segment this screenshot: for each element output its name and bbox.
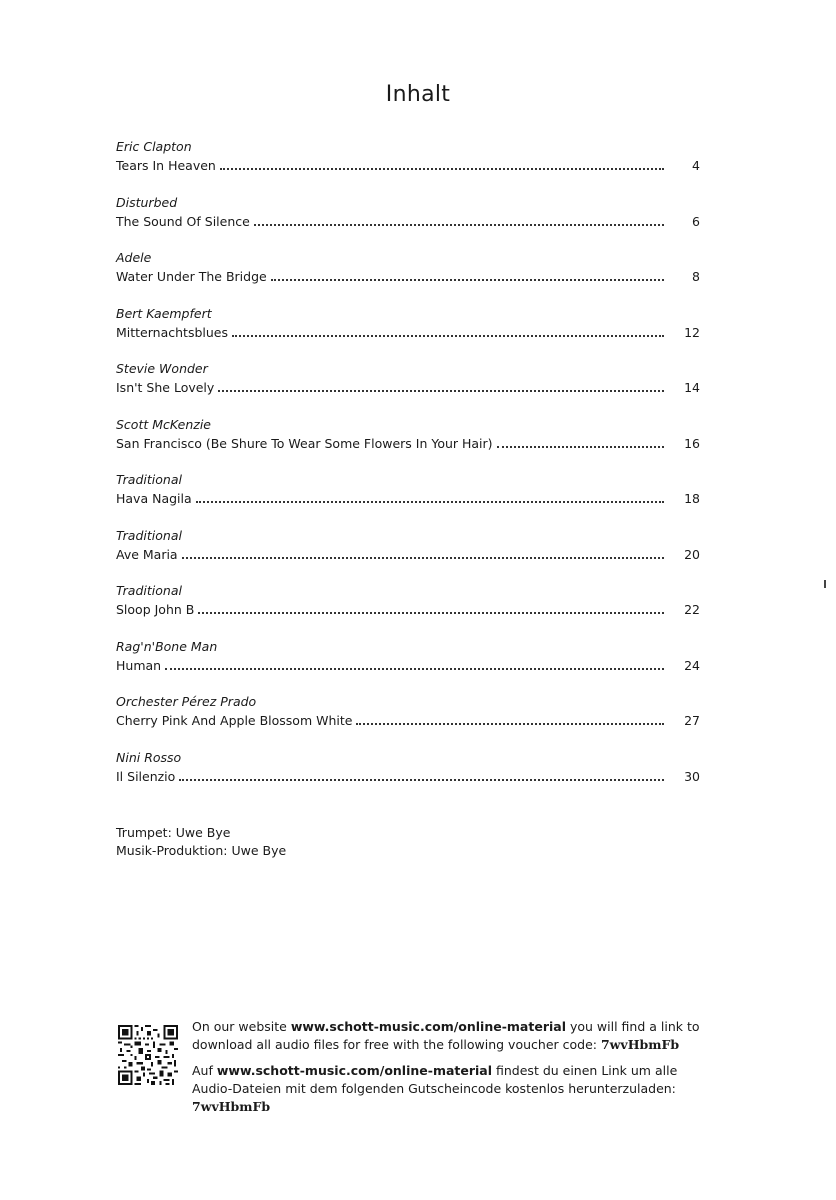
toc-page-number: 14 [684, 380, 700, 395]
toc-entry [116, 195, 706, 251]
toc-line [116, 379, 664, 396]
toc-line [116, 657, 664, 674]
dot-leader [196, 484, 664, 503]
toc-artist: Bert Kaempfert [116, 305, 212, 321]
voucher-code: 7wvHbmFb [192, 1099, 271, 1114]
toc-artist: Adele [116, 250, 152, 265]
toc-page-number: 4 [692, 158, 700, 173]
credit-trumpet: Trumpet: Uwe Bye [116, 825, 231, 840]
toc-line [116, 213, 664, 230]
toc-artist: Orchester Pérez Prado [116, 694, 257, 709]
toc-page-number: 12 [684, 324, 700, 340]
notice-text: On our website [192, 1019, 291, 1034]
toc-entry [116, 639, 706, 695]
qr-code-icon[interactable] [118, 1025, 178, 1085]
toc-entry [116, 583, 706, 639]
credit-production: Musik-Produktion: Uwe Bye [116, 843, 287, 858]
dot-leader [497, 429, 664, 448]
edge-mark [824, 580, 826, 588]
dot-leader [254, 207, 664, 226]
toc-artist: Nini Rosso [116, 749, 182, 765]
dot-leader [271, 262, 664, 281]
toc-page-number: 6 [692, 213, 700, 229]
toc-song: Cherry Pink And Apple Blossom White [116, 713, 353, 728]
dot-leader [182, 540, 664, 559]
toc-artist: Traditional [116, 583, 182, 598]
toc-artist: Traditional [116, 472, 182, 487]
toc-line [116, 712, 664, 729]
voucher-code: 7wvHbmFb [600, 1037, 680, 1052]
website-link[interactable]: www.schott-music.com/online-material [216, 1063, 493, 1078]
toc-line [116, 324, 664, 341]
toc-line [116, 546, 664, 563]
online-material-notice [192, 1018, 712, 1124]
toc-song: The Sound Of Silence [116, 213, 250, 229]
toc-line [116, 268, 664, 285]
toc-artist: Disturbed [116, 194, 178, 210]
toc-entry [116, 306, 706, 362]
toc-line [116, 490, 664, 507]
toc-artist: Scott McKenzie [116, 416, 211, 432]
toc-entry [116, 472, 706, 528]
toc-line [116, 435, 664, 452]
table-of-contents [116, 139, 706, 805]
toc-entry [116, 361, 706, 417]
toc-song: Isn't She Lovely [116, 380, 215, 395]
toc-song: Tears In Heaven [116, 158, 216, 173]
toc-entry [116, 694, 706, 750]
toc-entry [116, 528, 706, 584]
toc-page-number: 30 [684, 768, 700, 784]
dot-leader [232, 318, 664, 337]
toc-artist: Traditional [116, 527, 182, 543]
dot-leader [356, 706, 664, 725]
dot-leader [165, 651, 664, 670]
notice-text: findest du einen Link um alle Audio-Dateien mit dem folgenden Gutscheincode kostenlos herunterzuladen: [192, 1063, 678, 1096]
toc-song: Water Under The Bridge [116, 269, 267, 284]
toc-page-number: 20 [684, 546, 700, 562]
toc-entry [116, 417, 706, 473]
toc-entry [116, 750, 706, 806]
toc-line [116, 157, 664, 174]
toc-page-number: 16 [684, 435, 700, 451]
page-title: Inhalt [385, 82, 451, 107]
toc-song: Sloop John B [116, 602, 195, 617]
toc-song: Ave Maria [116, 546, 178, 562]
toc-page-number: 8 [692, 269, 700, 284]
dot-leader [179, 762, 664, 781]
toc-line [116, 601, 664, 618]
website-link[interactable]: www.schott-music.com/online-material [290, 1019, 566, 1034]
notice-english [192, 1018, 712, 1054]
notice-text: Auf [192, 1063, 217, 1078]
toc-song: Hava Nagila [116, 491, 192, 506]
toc-song: San Francisco (Be Shure To Wear Some Flowers In Your Hair) [116, 435, 493, 451]
toc-page-number: 24 [684, 657, 700, 673]
toc-line [116, 768, 664, 785]
toc-page-number: 27 [684, 713, 700, 728]
dot-leader [198, 595, 664, 614]
toc-entry [116, 139, 706, 195]
toc-artist: Eric Clapton [116, 139, 192, 154]
toc-page-number: 18 [684, 491, 700, 506]
dot-leader [218, 373, 664, 392]
toc-page-number: 22 [684, 602, 700, 617]
toc-song: Mitternachtsblues [116, 324, 228, 340]
toc-song: Il Silenzio [116, 768, 176, 784]
credits [116, 824, 286, 860]
notice-german [192, 1062, 712, 1116]
toc-artist: Stevie Wonder [116, 361, 208, 376]
toc-artist: Rag'n'Bone Man [116, 638, 218, 654]
toc-song: Human [116, 657, 162, 673]
dot-leader [220, 151, 664, 170]
toc-entry [116, 250, 706, 306]
notice-text: you will find a link to download all audio files for free with the following voucher code: [192, 1019, 700, 1052]
